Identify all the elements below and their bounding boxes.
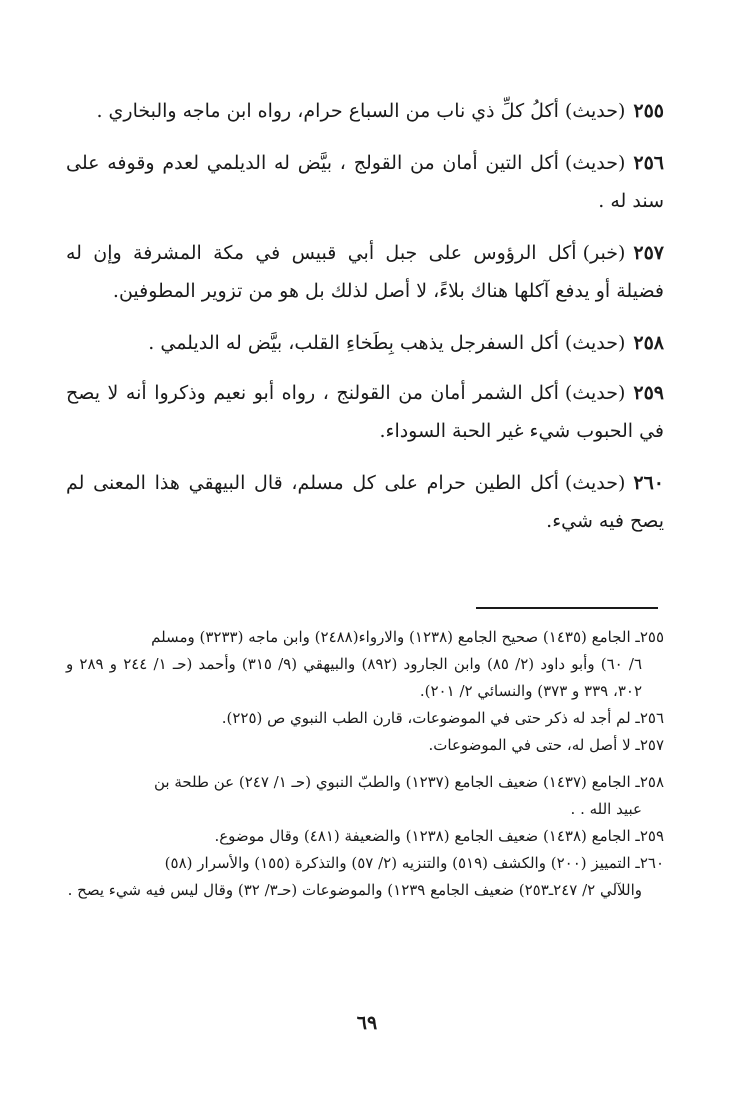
footnote-259 (66, 823, 664, 850)
footnote-continuation: ٦/ ٦٠) وأبو داود (٢/ ٨٥) وابن الجارود (٨٩٢) والبيهقي (٩/ ٣١٥) وأحمد (حـ ١/ ٢٤٤ و ٢٨٩ و ٣٠٢، ٣٣٩ و ٣٧٣) والنسائي ٢/ ٢٠١). (66, 655, 643, 700)
entry-number: ٢٦٠ (633, 472, 664, 494)
hadith-entry-256 (66, 144, 664, 220)
entry-text: أكلُ كلِّ ذي ناب من السباع حرام، رواه ابن ماجه والبخاري . (96, 100, 559, 122)
hadith-entry-258 (66, 324, 664, 362)
footnote-256 (66, 705, 664, 732)
entry-text: أكل التين أمان من القولج ، بيَّض له الديلمي لعدم وقوفه على سند له . (66, 152, 664, 212)
hadith-entries (66, 92, 664, 554)
footnote-258 (66, 769, 664, 823)
footnote-lead: ٢٥٧ـ لا أصل له، حتى في الموضوعات. (428, 736, 664, 754)
entry-tag: (خبر) (582, 242, 626, 264)
hadith-entry-259 (66, 374, 664, 450)
entry-number: ٢٥٨ (633, 332, 664, 354)
entry-number: ٢٥٧ (633, 242, 664, 264)
entry-tag: (حديث) (564, 152, 626, 174)
entry-tag: (حديث) (564, 100, 626, 122)
entry-text: أكل السفرجل يذهب بِطَخاءِ القلب، بيَّض له الديلمي . (148, 332, 559, 354)
footnote-continuation: عبيد الله . . (570, 800, 642, 818)
footnote-lead: ٢٥٨ـ الجامع (١٤٣٧) ضعيف الجامع (١٢٣٧) والطبّ النبوي (حـ ١/ ٢٤٧) عن طلحة بن (153, 773, 664, 791)
footnote-257 (66, 732, 664, 759)
entry-tag: (حديث) (564, 332, 626, 354)
footnote-lead: ٢٥٥ـ الجامع (١٤٣٥) صحيح الجامع (١٢٣٨) والارواء(٢٤٨٨) وابن ماجه (٣٢٣٣) ومسلم (151, 628, 664, 646)
entry-number: ٢٥٦ (633, 152, 664, 174)
entry-number: ٢٥٥ (633, 100, 664, 122)
footnote-divider (476, 607, 658, 609)
entry-text: أكل الرؤوس على جبل أبي قبيس في مكة المشرفة وإن له فضيلة أو يدفع آكلها هناك بلاءً، لا أصل لذلك بل هو من تزوير المطوفين. (66, 242, 664, 302)
entry-tag: (حديث) (564, 382, 626, 404)
entry-text: أكل الطين حرام على كل مسلم، قال البيهقي هذا المعنى لم يصح فيه شيء. (66, 472, 664, 532)
footnote-260 (66, 850, 664, 904)
hadith-entry-257 (66, 234, 664, 310)
footnote-lead: ٢٥٦ـ لم أجد له ذكر حتى في الموضوعات، قارن الطب النبوي ص (٢٢٥). (221, 709, 664, 727)
page-number: ٦٩ (356, 1012, 378, 1034)
hadith-entry-255 (66, 92, 664, 130)
entry-text: أكل الشمر أمان من القولنج ، رواه أبو نعيم وذكروا أنه لا يصح في الحبوب شيء غير الحبة السوداء. (66, 382, 664, 442)
footnote-continuation: واللآلي ٢/ ٢٤٧ـ٢٥٣) ضعيف الجامع ١٢٣٩) والموضوعات (حـ٣/ ٣٢) وقال ليس فيه شيء يصح . (67, 881, 642, 899)
hadith-entry-260 (66, 464, 664, 540)
footnote-255 (66, 624, 664, 705)
entry-tag: (حديث) (564, 472, 626, 494)
footnotes (66, 624, 664, 904)
footnote-lead: ٢٥٩ـ الجامع (١٤٣٨) ضعيف الجامع (١٢٣٨) والضعيفة (٤٨١) وقال موضوع. (214, 827, 664, 845)
footnote-lead: ٢٦٠ـ التمييز (٢٠٠) والكشف (٥١٩) والتنزيه (٢/ ٥٧) والتذكرة (١٥٥) والأسرار (٥٨) (164, 854, 664, 872)
entry-number: ٢٥٩ (633, 382, 664, 404)
